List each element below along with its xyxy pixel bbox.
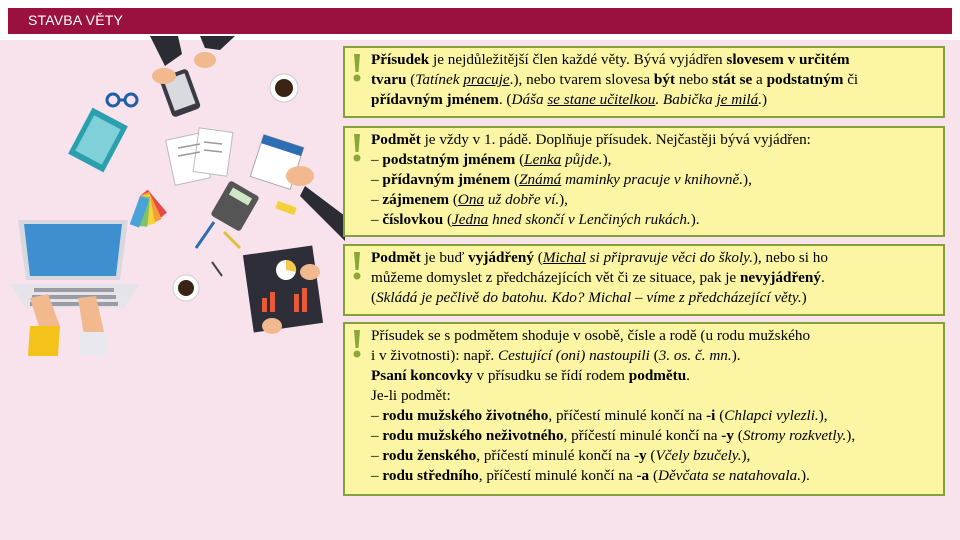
text-run: Michal: [542, 249, 586, 266]
card-text: [371, 248, 935, 308]
exclamation-icon: [351, 54, 363, 84]
card-line: [371, 406, 935, 426]
text-run: Chlapci vylezli.: [724, 407, 819, 424]
text-run: (: [649, 467, 659, 484]
card-line: [371, 190, 935, 210]
card-line: [371, 426, 935, 446]
text-run: . (: [498, 91, 512, 108]
exclamation-icon: [351, 252, 363, 282]
text-run: půjde.: [561, 151, 603, 168]
card-line: [371, 130, 935, 150]
text-run: ): [801, 289, 807, 306]
card-subject: [343, 126, 945, 237]
text-run: 3. os. č. mn.: [658, 347, 732, 364]
card-line: [371, 70, 935, 90]
card-expressed-subject: [343, 244, 945, 316]
text-run: zájmenem: [382, 191, 450, 208]
text-run: je vždy v 1. pádě. Doplňuje přísudek. Nejčastěji bývá vyjádřen:: [420, 131, 811, 148]
text-run: už dobře ví.: [484, 191, 560, 208]
text-run: ).: [801, 467, 810, 484]
text-run: Psaní koncovky: [371, 367, 473, 384]
text-run: stát se: [712, 71, 753, 88]
text-run: hned skončí v Lenčiných rukách.: [488, 211, 691, 228]
text-run: (: [646, 447, 656, 464]
card-line: [371, 50, 935, 70]
text-run: Podmět: [371, 249, 421, 266]
text-run: můžeme domyslet z předcházejících vět či ze situace, pak je: [371, 269, 740, 286]
card-agreement: [343, 322, 945, 496]
text-run: rodu mužského životného: [382, 407, 549, 424]
text-run: Přísudek: [371, 51, 430, 68]
text-run: Ona: [457, 191, 485, 208]
text-run: podstatným: [766, 71, 844, 88]
text-run: se stane učitelkou: [547, 91, 656, 108]
text-run: ).: [731, 347, 741, 364]
text-run: Jedna: [452, 211, 489, 228]
text-run: Cestující (oni) nastoupili: [497, 347, 650, 364]
card-line: [371, 150, 935, 170]
card-text: [371, 130, 935, 230]
text-run: Stromy rozkvetly.: [742, 427, 847, 444]
card-line: [371, 90, 935, 110]
text-run: ).: [690, 211, 700, 228]
text-run: (: [649, 347, 659, 364]
office-desk-illustration: [0, 36, 345, 356]
text-run: –: [371, 151, 383, 168]
text-run: (: [533, 249, 543, 266]
card-line: [371, 210, 935, 230]
text-run: je buď: [420, 249, 469, 266]
card-text: [371, 50, 935, 110]
text-run: Přísudek se s podmětem shoduje v osobě, čísle a rodě (u rodu mužského: [371, 327, 811, 344]
text-run: .: [686, 367, 690, 384]
text-run: pracuje: [463, 71, 510, 88]
text-run: (: [371, 289, 377, 306]
exclamation-icon: [351, 134, 363, 164]
text-run: být: [653, 71, 676, 88]
text-run: -y: [721, 427, 734, 444]
card-line: [371, 346, 935, 366]
text-run: –: [371, 171, 383, 188]
card-line: [371, 268, 935, 288]
text-run: tvaru: [371, 71, 407, 88]
text-run: maminky pracuje v knihovně.: [561, 171, 744, 188]
text-run: je milá: [716, 91, 759, 108]
text-run: nebo: [675, 71, 713, 88]
text-run: .: [509, 71, 514, 88]
text-run: Skládá je pečlivě do batohu. Kdo? Michal – víme z předcházející věty.: [376, 289, 802, 306]
text-run: ),: [741, 447, 751, 464]
text-run: číslovkou: [382, 211, 444, 228]
text-run: (: [715, 407, 725, 424]
text-run: přídavným jménem: [371, 91, 499, 108]
text-run: si připravuje věci do školy.: [585, 249, 753, 266]
card-line: [371, 446, 935, 466]
text-run: . Babička: [655, 91, 717, 108]
text-run: Lenka: [524, 151, 562, 168]
card-line: [371, 248, 935, 268]
text-run: slovesem v určitém: [726, 51, 850, 68]
card-predicate: [343, 46, 945, 118]
text-run: podmětu: [628, 367, 687, 384]
title-band: [8, 8, 952, 34]
text-run: ),: [559, 191, 568, 208]
text-run: (: [515, 151, 525, 168]
text-run: a: [752, 71, 767, 88]
text-run: podstatným jménem: [382, 151, 516, 168]
text-run: , příčestí minulé končí na: [478, 467, 637, 484]
card-line: [371, 466, 935, 486]
card-line: [371, 326, 935, 346]
card-text: [371, 326, 935, 486]
text-run: , příčestí minulé končí na: [548, 407, 707, 424]
text-run: rodu ženského: [382, 447, 477, 464]
text-run: nevyjádřený: [739, 269, 821, 286]
text-run: je nejdůležitější člen každé věty. Bývá vyjádřen: [429, 51, 727, 68]
card-line: [371, 386, 935, 406]
card-line: [371, 288, 935, 308]
text-run: .: [820, 269, 825, 286]
text-run: Děvčata se natahovala.: [658, 467, 801, 484]
text-run: ),: [818, 407, 828, 424]
text-run: Tatínek: [415, 71, 464, 88]
text-run: ): [762, 91, 768, 108]
text-run: Podmět: [371, 131, 421, 148]
text-run: ),: [743, 171, 752, 188]
text-run: (: [406, 71, 416, 88]
text-run: –: [371, 191, 383, 208]
text-run: Je-li podmět:: [371, 387, 451, 404]
text-run: –: [371, 407, 383, 424]
text-run: .: [758, 91, 763, 108]
text-run: -y: [633, 447, 647, 464]
slide-title: STAVBA VĚTY: [28, 12, 124, 28]
text-run: vyjádřený: [468, 249, 534, 266]
text-run: i v životnosti): např.: [371, 347, 498, 364]
exclamation-icon: [351, 330, 363, 360]
text-run: (: [733, 427, 743, 444]
text-run: –: [371, 427, 383, 444]
text-run: (: [443, 211, 453, 228]
text-run: –: [371, 467, 383, 484]
text-run: v přísudku se řídí rodem: [472, 367, 629, 384]
text-run: Známá: [519, 171, 562, 188]
text-run: rodu středního: [382, 467, 479, 484]
text-run: ), nebo si ho: [752, 249, 828, 266]
text-run: (: [449, 191, 458, 208]
text-run: (: [510, 171, 520, 188]
text-run: , příčestí minulé končí na: [563, 427, 722, 444]
text-run: -i: [706, 407, 716, 424]
card-line: [371, 170, 935, 190]
text-run: ), nebo tvarem slovesa: [513, 71, 654, 88]
text-run: –: [371, 447, 383, 464]
text-run: , příčestí minulé končí na: [476, 447, 634, 464]
text-run: Dáša: [511, 91, 548, 108]
text-run: přídavným jménem: [382, 171, 511, 188]
text-run: -a: [636, 467, 650, 484]
card-line: [371, 366, 935, 386]
text-run: –: [371, 211, 383, 228]
text-run: rodu mužského neživotného: [382, 427, 564, 444]
title-bar: [0, 0, 960, 40]
text-run: či: [843, 71, 859, 88]
text-run: Včely bzučely.: [655, 447, 742, 464]
text-run: ),: [846, 427, 856, 444]
text-run: ),: [602, 151, 612, 168]
